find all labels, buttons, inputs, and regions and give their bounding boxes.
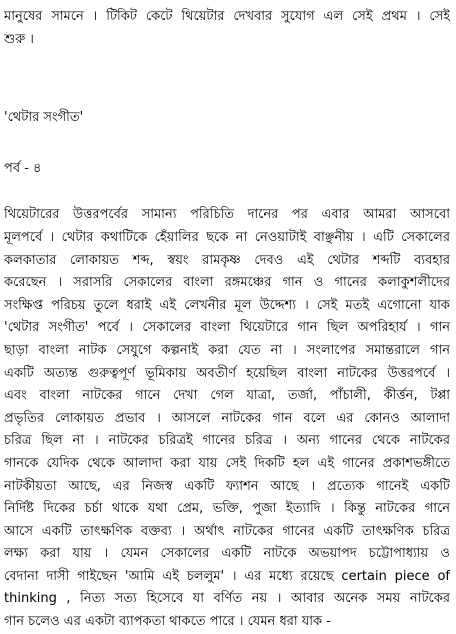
text-line: আসে একটি তাৎক্ষণিক বক্তব্য । অর্থাৎ নাটকের গানের একটি তাৎক্ষণিক চরিত্র	[4, 523, 450, 539]
text-line: গান চলেও এর একটা ব্যাপকতা থাকতে পারে । যেমন ধরা যাক -	[4, 614, 331, 630]
text-line: thinking , নিত্য সত্য হিসেবে যা বর্ণিত নয় । আবার অনেক সময় নাটকের	[4, 591, 450, 607]
section-title: 'থেটার সংগীত'	[4, 110, 84, 126]
text-line: 'থেটার সংগীত' পর্বে । সেকালের বাংলা থিয়েটারে গান ছিল অপরিহার্য । গান	[4, 320, 450, 336]
text-line: মূলপর্বে । থেটার কথাটিকে হেঁয়ালির ছকে না নেওয়াটাই বাঞ্ছনীয় । এটি সেকালের	[4, 229, 450, 245]
text-line: বেদানা দাসী গাইছেন 'আমি এই চললুম' । এর মধ্যে রয়েছে certain piece of	[4, 568, 450, 584]
part-label: পর্ব - ৪	[4, 160, 42, 176]
intro-paragraph	[4, 6, 450, 51]
text-line: নাটকীয়তা আছে, এর নিজস্ব একটি ফ্যাশন আছে । প্রত্যেক গানেই একটি	[4, 478, 450, 494]
text-line: প্রভৃতির লোকায়ত প্রভাব । আসলে নাটকের গান বলে এর কোনও আলাদা	[4, 410, 450, 426]
text-line: লক্ষ্য করা যায় । যেমন সেকালের একটি নাটকে অভয়াপদ চট্টোপাধ্যায় ও	[4, 546, 450, 562]
text-line: ছাড়া বাংলা নাটক সেযুগে কল্পনাই করা যেত না । সংলাপের সমান্তরালে গান	[4, 342, 450, 358]
text-line: মানুষের সামনে । টিকিট কেটে থিয়েটার দেখবার সুযোগ এল সেই প্রথম । সেই	[4, 9, 450, 24]
text-line: কলকাতার লোকায়ত শব্দ, স্বয়ং রামকৃষ্ণ দেবও এই থেটার শব্দটি ব্যবহার	[4, 252, 450, 268]
text-line: করেছেন । সরাসরি সেকালের বাংলা রঙ্গমঞ্চের গান ও গানের কলাকুশলীদের	[4, 275, 450, 291]
text-line: চরিত্র ছিল না । নাটকের চরিত্রই গানের চরিত্র । অন্য গানের থেকে নাটকের	[4, 433, 450, 449]
text-line: গানকে যেদিক থেকে আলাদা করা যায় সেই দিকটি হল এই গানের প্রকাশভঙ্গীতে	[4, 455, 450, 471]
text-line: একটি অত্যন্ত গুরুত্বপূর্ণ ভূমিকায় অবতীর্ণ হয়েছিল বাংলা নাটকের উত্তরপর্বে ।	[4, 365, 450, 381]
text-line: এবং বাংলা নাটকের গানে দেখা গেল যাত্রা, তর্জা, পাঁচালী, কীর্ত্তন, টপ্পা	[4, 388, 450, 404]
text-line: থিয়েটারের উত্তরপর্বের সামান্য পরিচিতি দানের পর এবার আমরা আসবো	[4, 207, 450, 223]
text-line: সংক্ষিপ্ত পরিচয় তুলে ধরাই এই লেখনীর মূল উদ্দেশ্য । সেই মতই এগোনো যাক	[4, 297, 450, 313]
text-line: নির্দিষ্ট দিকের চর্চা থাকে যথা প্রেম, ভক্তি, পুজা ইত্যাদি । কিন্তু নাটকের গানে	[4, 501, 450, 517]
body-paragraph	[4, 204, 450, 633]
text-line: শুরু ।	[4, 31, 34, 47]
